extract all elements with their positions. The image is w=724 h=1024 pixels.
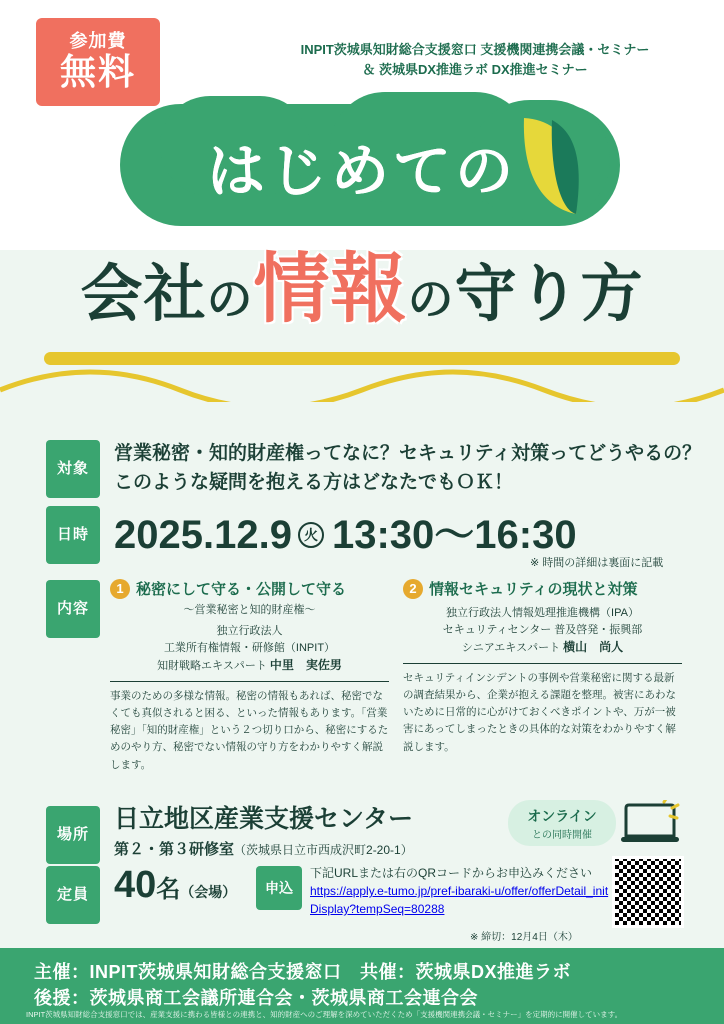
- place-room: 第２・第３研修室: [114, 840, 235, 858]
- capacity-venue-note: （会場）: [180, 884, 237, 900]
- content-column-1-head: [110, 578, 389, 599]
- content-column-1: [110, 578, 389, 774]
- apply-text-line: 下記URLまたは右のQRコードからお申込みください: [310, 866, 593, 880]
- content-column-2-head: [403, 578, 682, 599]
- content-column-1-org: [110, 623, 389, 675]
- target-line-1: 営業秘密・知的財産権ってなに？セキュリティ対策ってどうやるの？: [114, 443, 702, 464]
- content-column-2-speaker: [403, 638, 682, 657]
- tag-capacity: 定員: [46, 866, 100, 924]
- place-room-line: [114, 838, 413, 859]
- content-column-2-name: 横山 尚人: [563, 640, 624, 654]
- title-part-c: 守り方: [454, 260, 644, 329]
- content-column-1-speaker: [110, 656, 389, 675]
- header-line-2: ＆ 茨城県DX推進ラボ DX推進セミナー: [362, 62, 588, 78]
- row-place: [46, 806, 413, 864]
- tag-target: 対象: [46, 440, 100, 498]
- content-column-2-role: シニアエキスパート: [461, 642, 561, 654]
- footer-line-1: 主催：INPIT茨城県知財総合支援窓口 共催：茨城県DX推進ラボ: [34, 962, 572, 982]
- tag-apply: 申込: [256, 866, 302, 910]
- capacity-value: [114, 866, 236, 924]
- weekday-badge: 火: [298, 522, 324, 548]
- title-line-2: [0, 247, 724, 332]
- capacity-unit: 名: [156, 876, 181, 903]
- title-part-a: 会社: [80, 260, 207, 329]
- datetime-value: [114, 506, 577, 564]
- qr-code-icon: [612, 856, 684, 928]
- content-column-1-subtitle: 〜営業秘密と知的財産権〜: [183, 604, 316, 616]
- header-text: [250, 40, 700, 80]
- title-part-b: 情報: [253, 247, 408, 332]
- place-name: 日立地区産業支援センター: [114, 805, 414, 833]
- online-badge: [508, 800, 616, 846]
- title-particle-1: の: [206, 273, 254, 325]
- content-column-2-title: 情報セキュリティの現状と対策: [429, 581, 638, 598]
- content-column-1-name: 中里 実佐男: [269, 658, 342, 672]
- number-badge-2: 2: [403, 579, 423, 599]
- time-value: 13:30〜16:30: [331, 513, 577, 557]
- content-column-2-org: [403, 605, 682, 657]
- fee-badge: [36, 18, 160, 106]
- row-capacity: [46, 866, 236, 924]
- title-line-1: はじめての: [206, 139, 517, 204]
- footer-line-2: 後援：茨城県商工会議所連合会・茨城県商工会連合会: [34, 988, 478, 1008]
- place-text: [114, 806, 413, 864]
- leaf-icon: [516, 110, 588, 222]
- online-badge-line-1: オンライン: [527, 807, 597, 824]
- content-column-2: [403, 578, 682, 774]
- content-column-2-org-line-2: セキュリティセンター 普及啓発・振興部: [442, 623, 643, 636]
- content-column-1-org-line-2: 工業所有権情報・研修館（INPIT）: [163, 641, 336, 654]
- fee-badge-label: 参加費: [69, 31, 127, 52]
- row-target: [46, 440, 701, 498]
- content-column-2-org-line-1: 独立行政法人情報処理推進機構（IPA）: [446, 607, 639, 619]
- number-badge-1: 1: [110, 579, 130, 599]
- row-datetime: [46, 506, 577, 564]
- footer: [0, 948, 724, 1024]
- target-text: [114, 440, 701, 498]
- laptop-icon: [620, 800, 680, 848]
- content-column-1-org-line-1: 独立行政法人: [216, 625, 283, 637]
- row-content: [46, 580, 100, 638]
- tag-content: 内容: [46, 580, 100, 638]
- tag-datetime: 日時: [46, 506, 100, 564]
- capacity-number: 40: [114, 864, 157, 906]
- content-column-1-role: 知財戦略エキスパート: [157, 660, 267, 672]
- tag-place: 場所: [46, 806, 100, 864]
- header-line-1: INPIT茨城県知財総合支援窓口 支援機関連携会議・セミナー: [300, 42, 650, 57]
- apply-instructions: [310, 864, 610, 918]
- content-column-1-body: 事業のための多様な情報。秘密の情報もあれば、秘密でなくても真似されると困る、といった情報もあります。「営業秘密」「知的財産権」という２つ切り口から、秘密にするためのやり方、秘密でない情報の守り方をわかりやすく解説します。: [110, 681, 389, 775]
- online-badge-line-2: との同時開催: [532, 829, 592, 841]
- title-particle-2: の: [407, 273, 455, 325]
- apply-url-link[interactable]: https://apply.e-tumo.jp/pref-ibaraki-u/offer/offerDetail_initDisplay?tempSeq=80288: [310, 884, 609, 916]
- title-line-2-wrap: [0, 247, 724, 370]
- fee-badge-value: 無料: [59, 51, 136, 93]
- target-line-2: このような疑問を抱える方はどなたでもＯＫ！: [114, 471, 514, 493]
- content-column-1-title: 秘密にして守る・公開して守る: [136, 581, 347, 598]
- content-column-2-body: セキュリティインシデントの事例や営業秘密に関する最新の調査結果から、企業が抱える課題を整理。被害にあわないために日常的に心がけておくべきポイントや、万が一被害にあってしまったときの具体的な対策をわかりやすく解説します。: [403, 663, 682, 757]
- footer-note: INPIT茨城県知財総合支援窓口では、産業支援に携わる皆様との連携と、知的財産へのご理解を深めていただくため「支援機関連携会議・セミナー」を定期的に開催しています。: [26, 1010, 623, 1019]
- place-address: （茨城県日立市西成沢町2-20-1）: [234, 842, 413, 857]
- content-columns: [110, 578, 682, 774]
- apply-deadline: ※ 締切：12月4日（木）: [470, 932, 578, 943]
- datetime-note: ※ 時間の詳細は裏面に記載: [530, 557, 664, 569]
- date-value: 2025.12.9: [114, 513, 292, 557]
